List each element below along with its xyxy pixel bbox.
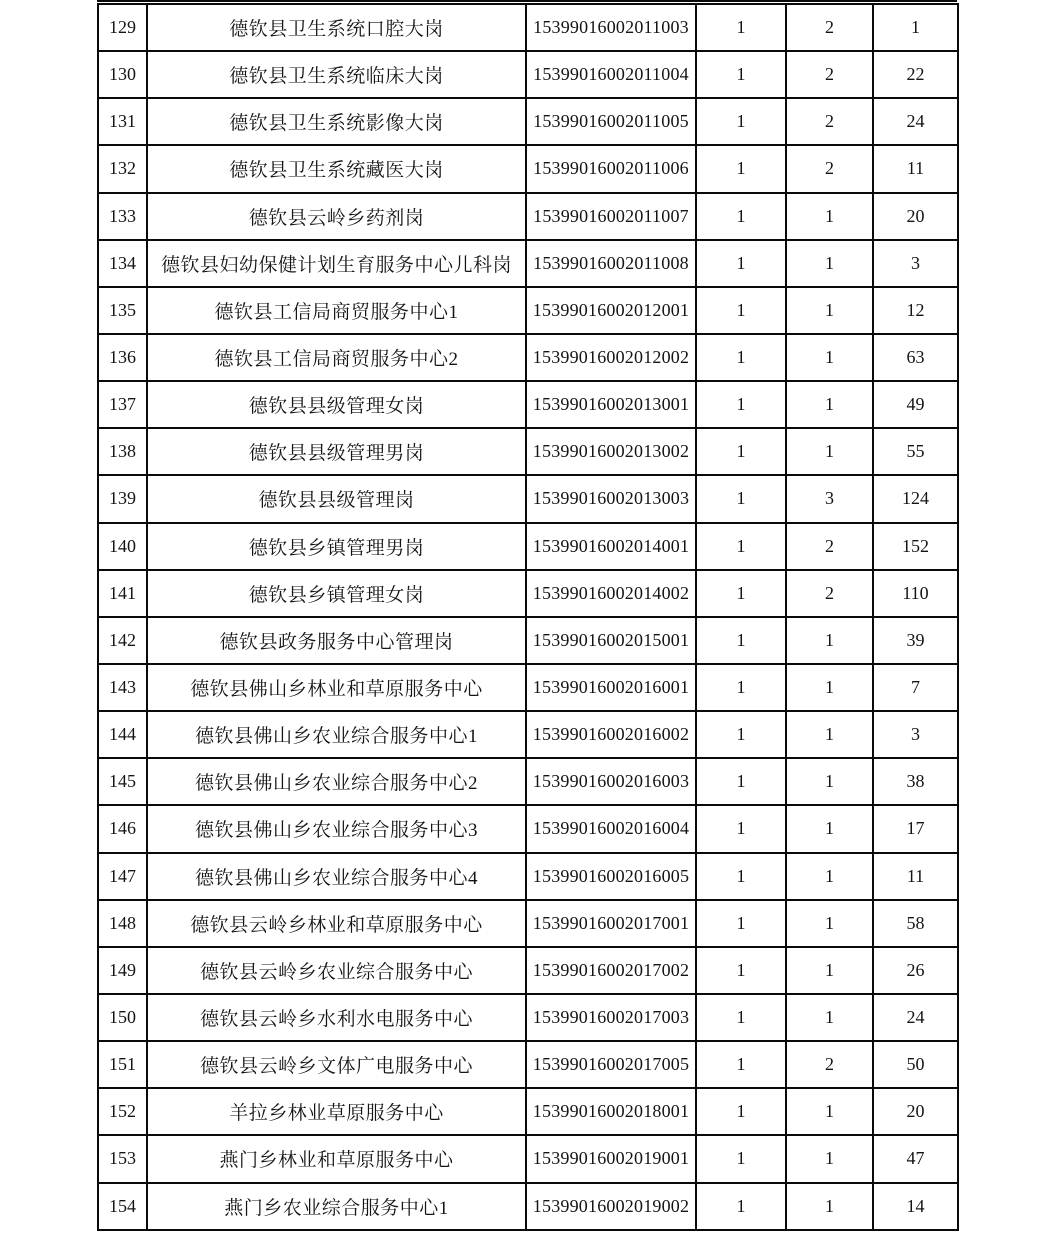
numeric-col-2-cell: 2 bbox=[786, 523, 873, 570]
row-number-cell: 131 bbox=[98, 98, 147, 145]
position-name-cell: 燕门乡林业和草原服务中心 bbox=[147, 1135, 526, 1182]
position-name-cell: 德钦县县级管理岗 bbox=[147, 475, 526, 522]
row-number-cell: 152 bbox=[98, 1088, 147, 1135]
row-number-cell: 143 bbox=[98, 664, 147, 711]
numeric-col-1-cell: 1 bbox=[696, 570, 786, 617]
numeric-col-3-cell: 152 bbox=[873, 523, 958, 570]
numeric-col-2-cell: 1 bbox=[786, 1135, 873, 1182]
row-number-cell: 151 bbox=[98, 1041, 147, 1088]
row-number-cell: 150 bbox=[98, 994, 147, 1041]
position-name-cell: 德钦县卫生系统影像大岗 bbox=[147, 98, 526, 145]
position-name-cell: 德钦县云岭乡农业综合服务中心 bbox=[147, 947, 526, 994]
position-code-cell: 15399016002013001 bbox=[526, 381, 696, 428]
position-code-cell: 15399016002013003 bbox=[526, 475, 696, 522]
position-code-cell: 15399016002012001 bbox=[526, 287, 696, 334]
numeric-col-1-cell: 1 bbox=[696, 1041, 786, 1088]
numeric-col-1-cell: 1 bbox=[696, 51, 786, 98]
numeric-col-1-cell: 1 bbox=[696, 1135, 786, 1182]
numeric-col-2-cell: 3 bbox=[786, 475, 873, 522]
numeric-col-2-cell: 1 bbox=[786, 994, 873, 1041]
numeric-col-1-cell: 1 bbox=[696, 4, 786, 51]
numeric-col-2-cell: 2 bbox=[786, 4, 873, 51]
row-number-cell: 154 bbox=[98, 1183, 147, 1230]
position-code-cell: 15399016002016004 bbox=[526, 805, 696, 852]
numeric-col-3-cell: 14 bbox=[873, 1183, 958, 1230]
table-row bbox=[98, 193, 958, 240]
numeric-col-2-cell: 1 bbox=[786, 900, 873, 947]
numeric-col-3-cell: 1 bbox=[873, 4, 958, 51]
row-number-cell: 136 bbox=[98, 334, 147, 381]
numeric-col-2-cell: 1 bbox=[786, 381, 873, 428]
position-name-cell: 德钦县佛山乡农业综合服务中心4 bbox=[147, 853, 526, 900]
table-row bbox=[98, 758, 958, 805]
numeric-col-1-cell: 1 bbox=[696, 240, 786, 287]
table-row bbox=[98, 4, 958, 51]
row-number-cell: 142 bbox=[98, 617, 147, 664]
position-code-cell: 15399016002017005 bbox=[526, 1041, 696, 1088]
numeric-col-2-cell: 1 bbox=[786, 947, 873, 994]
row-number-cell: 138 bbox=[98, 428, 147, 475]
table-row bbox=[98, 664, 958, 711]
table-row bbox=[98, 1135, 958, 1182]
numeric-col-3-cell: 50 bbox=[873, 1041, 958, 1088]
numeric-col-2-cell: 1 bbox=[786, 240, 873, 287]
position-code-cell: 15399016002011005 bbox=[526, 98, 696, 145]
row-number-cell: 148 bbox=[98, 900, 147, 947]
numeric-col-3-cell: 124 bbox=[873, 475, 958, 522]
numeric-col-3-cell: 39 bbox=[873, 617, 958, 664]
position-name-cell: 德钦县乡镇管理女岗 bbox=[147, 570, 526, 617]
numeric-col-3-cell: 110 bbox=[873, 570, 958, 617]
row-number-cell: 153 bbox=[98, 1135, 147, 1182]
table-row bbox=[98, 287, 958, 334]
position-code-cell: 15399016002014002 bbox=[526, 570, 696, 617]
numeric-col-2-cell: 1 bbox=[786, 1183, 873, 1230]
numeric-col-3-cell: 3 bbox=[873, 711, 958, 758]
numeric-col-3-cell: 63 bbox=[873, 334, 958, 381]
position-code-cell: 15399016002019001 bbox=[526, 1135, 696, 1182]
numeric-col-1-cell: 1 bbox=[696, 287, 786, 334]
table-row bbox=[98, 1088, 958, 1135]
numeric-col-2-cell: 1 bbox=[786, 334, 873, 381]
positions-table bbox=[97, 3, 959, 1231]
position-code-cell: 15399016002011003 bbox=[526, 4, 696, 51]
numeric-col-2-cell: 2 bbox=[786, 145, 873, 192]
numeric-col-1-cell: 1 bbox=[696, 664, 786, 711]
row-number-cell: 147 bbox=[98, 853, 147, 900]
table-row bbox=[98, 570, 958, 617]
numeric-col-1-cell: 1 bbox=[696, 805, 786, 852]
numeric-col-3-cell: 24 bbox=[873, 98, 958, 145]
numeric-col-2-cell: 2 bbox=[786, 51, 873, 98]
numeric-col-1-cell: 1 bbox=[696, 994, 786, 1041]
numeric-col-3-cell: 12 bbox=[873, 287, 958, 334]
row-number-cell: 132 bbox=[98, 145, 147, 192]
position-code-cell: 15399016002011004 bbox=[526, 51, 696, 98]
table-row bbox=[98, 51, 958, 98]
table-row bbox=[98, 617, 958, 664]
row-number-cell: 133 bbox=[98, 193, 147, 240]
numeric-col-2-cell: 2 bbox=[786, 1041, 873, 1088]
position-code-cell: 15399016002011008 bbox=[526, 240, 696, 287]
position-code-cell: 15399016002017002 bbox=[526, 947, 696, 994]
row-number-cell: 129 bbox=[98, 4, 147, 51]
position-name-cell: 德钦县云岭乡水利水电服务中心 bbox=[147, 994, 526, 1041]
numeric-col-1-cell: 1 bbox=[696, 428, 786, 475]
row-number-cell: 145 bbox=[98, 758, 147, 805]
position-code-cell: 15399016002012002 bbox=[526, 334, 696, 381]
position-name-cell: 德钦县卫生系统藏医大岗 bbox=[147, 145, 526, 192]
numeric-col-1-cell: 1 bbox=[696, 853, 786, 900]
position-name-cell: 德钦县佛山乡林业和草原服务中心 bbox=[147, 664, 526, 711]
row-number-cell: 141 bbox=[98, 570, 147, 617]
position-name-cell: 德钦县卫生系统临床大岗 bbox=[147, 51, 526, 98]
numeric-col-1-cell: 1 bbox=[696, 900, 786, 947]
position-name-cell: 德钦县乡镇管理男岗 bbox=[147, 523, 526, 570]
position-name-cell: 德钦县佛山乡农业综合服务中心2 bbox=[147, 758, 526, 805]
row-number-cell: 139 bbox=[98, 475, 147, 522]
position-name-cell: 德钦县卫生系统口腔大岗 bbox=[147, 4, 526, 51]
numeric-col-3-cell: 11 bbox=[873, 145, 958, 192]
numeric-col-2-cell: 2 bbox=[786, 570, 873, 617]
numeric-col-1-cell: 1 bbox=[696, 193, 786, 240]
table-row bbox=[98, 428, 958, 475]
numeric-col-1-cell: 1 bbox=[696, 947, 786, 994]
numeric-col-3-cell: 26 bbox=[873, 947, 958, 994]
row-number-cell: 144 bbox=[98, 711, 147, 758]
position-code-cell: 15399016002016005 bbox=[526, 853, 696, 900]
numeric-col-2-cell: 1 bbox=[786, 711, 873, 758]
table-row bbox=[98, 98, 958, 145]
previous-row-cut-border bbox=[97, 0, 957, 2]
numeric-col-2-cell: 1 bbox=[786, 853, 873, 900]
table-row bbox=[98, 900, 958, 947]
numeric-col-3-cell: 11 bbox=[873, 853, 958, 900]
row-number-cell: 146 bbox=[98, 805, 147, 852]
numeric-col-3-cell: 22 bbox=[873, 51, 958, 98]
position-code-cell: 15399016002013002 bbox=[526, 428, 696, 475]
row-number-cell: 140 bbox=[98, 523, 147, 570]
numeric-col-1-cell: 1 bbox=[696, 617, 786, 664]
numeric-col-1-cell: 1 bbox=[696, 758, 786, 805]
numeric-col-2-cell: 2 bbox=[786, 98, 873, 145]
position-name-cell: 德钦县妇幼保健计划生育服务中心儿科岗 bbox=[147, 240, 526, 287]
position-name-cell: 德钦县云岭乡药剂岗 bbox=[147, 193, 526, 240]
position-code-cell: 15399016002016002 bbox=[526, 711, 696, 758]
numeric-col-1-cell: 1 bbox=[696, 1183, 786, 1230]
numeric-col-1-cell: 1 bbox=[696, 145, 786, 192]
numeric-col-1-cell: 1 bbox=[696, 334, 786, 381]
numeric-col-3-cell: 3 bbox=[873, 240, 958, 287]
table-row bbox=[98, 475, 958, 522]
table-row bbox=[98, 145, 958, 192]
numeric-col-3-cell: 38 bbox=[873, 758, 958, 805]
row-number-cell: 130 bbox=[98, 51, 147, 98]
numeric-col-2-cell: 1 bbox=[786, 617, 873, 664]
row-number-cell: 134 bbox=[98, 240, 147, 287]
position-code-cell: 15399016002017001 bbox=[526, 900, 696, 947]
position-name-cell: 德钦县县级管理女岗 bbox=[147, 381, 526, 428]
table-row bbox=[98, 711, 958, 758]
numeric-col-1-cell: 1 bbox=[696, 98, 786, 145]
numeric-col-1-cell: 1 bbox=[696, 1088, 786, 1135]
position-name-cell: 德钦县工信局商贸服务中心2 bbox=[147, 334, 526, 381]
table-row bbox=[98, 523, 958, 570]
numeric-col-3-cell: 17 bbox=[873, 805, 958, 852]
position-name-cell: 德钦县佛山乡农业综合服务中心1 bbox=[147, 711, 526, 758]
position-name-cell: 德钦县云岭乡文体广电服务中心 bbox=[147, 1041, 526, 1088]
numeric-col-3-cell: 7 bbox=[873, 664, 958, 711]
position-name-cell: 德钦县县级管理男岗 bbox=[147, 428, 526, 475]
table-row bbox=[98, 994, 958, 1041]
numeric-col-2-cell: 1 bbox=[786, 428, 873, 475]
numeric-col-3-cell: 58 bbox=[873, 900, 958, 947]
numeric-col-3-cell: 20 bbox=[873, 1088, 958, 1135]
table-row bbox=[98, 334, 958, 381]
table-row bbox=[98, 1183, 958, 1230]
position-code-cell: 15399016002015001 bbox=[526, 617, 696, 664]
table-row bbox=[98, 240, 958, 287]
position-code-cell: 15399016002019002 bbox=[526, 1183, 696, 1230]
table-row bbox=[98, 381, 958, 428]
table-row bbox=[98, 853, 958, 900]
row-number-cell: 137 bbox=[98, 381, 147, 428]
position-code-cell: 15399016002014001 bbox=[526, 523, 696, 570]
position-code-cell: 15399016002011006 bbox=[526, 145, 696, 192]
positions-table-body bbox=[98, 4, 958, 1230]
numeric-col-2-cell: 1 bbox=[786, 758, 873, 805]
numeric-col-3-cell: 47 bbox=[873, 1135, 958, 1182]
numeric-col-3-cell: 55 bbox=[873, 428, 958, 475]
numeric-col-2-cell: 1 bbox=[786, 287, 873, 334]
position-name-cell: 燕门乡农业综合服务中心1 bbox=[147, 1183, 526, 1230]
numeric-col-1-cell: 1 bbox=[696, 475, 786, 522]
position-name-cell: 羊拉乡林业草原服务中心 bbox=[147, 1088, 526, 1135]
numeric-col-3-cell: 24 bbox=[873, 994, 958, 1041]
table-row bbox=[98, 947, 958, 994]
table-row bbox=[98, 1041, 958, 1088]
position-name-cell: 德钦县佛山乡农业综合服务中心3 bbox=[147, 805, 526, 852]
position-name-cell: 德钦县云岭乡林业和草原服务中心 bbox=[147, 900, 526, 947]
numeric-col-1-cell: 1 bbox=[696, 711, 786, 758]
row-number-cell: 149 bbox=[98, 947, 147, 994]
position-name-cell: 德钦县工信局商贸服务中心1 bbox=[147, 287, 526, 334]
position-code-cell: 15399016002018001 bbox=[526, 1088, 696, 1135]
position-code-cell: 15399016002016001 bbox=[526, 664, 696, 711]
numeric-col-2-cell: 1 bbox=[786, 193, 873, 240]
table-row bbox=[98, 805, 958, 852]
numeric-col-3-cell: 20 bbox=[873, 193, 958, 240]
numeric-col-3-cell: 49 bbox=[873, 381, 958, 428]
numeric-col-2-cell: 1 bbox=[786, 805, 873, 852]
position-name-cell: 德钦县政务服务中心管理岗 bbox=[147, 617, 526, 664]
numeric-col-2-cell: 1 bbox=[786, 1088, 873, 1135]
numeric-col-1-cell: 1 bbox=[696, 523, 786, 570]
numeric-col-2-cell: 1 bbox=[786, 664, 873, 711]
position-code-cell: 15399016002017003 bbox=[526, 994, 696, 1041]
position-code-cell: 15399016002011007 bbox=[526, 193, 696, 240]
position-code-cell: 15399016002016003 bbox=[526, 758, 696, 805]
row-number-cell: 135 bbox=[98, 287, 147, 334]
numeric-col-1-cell: 1 bbox=[696, 381, 786, 428]
